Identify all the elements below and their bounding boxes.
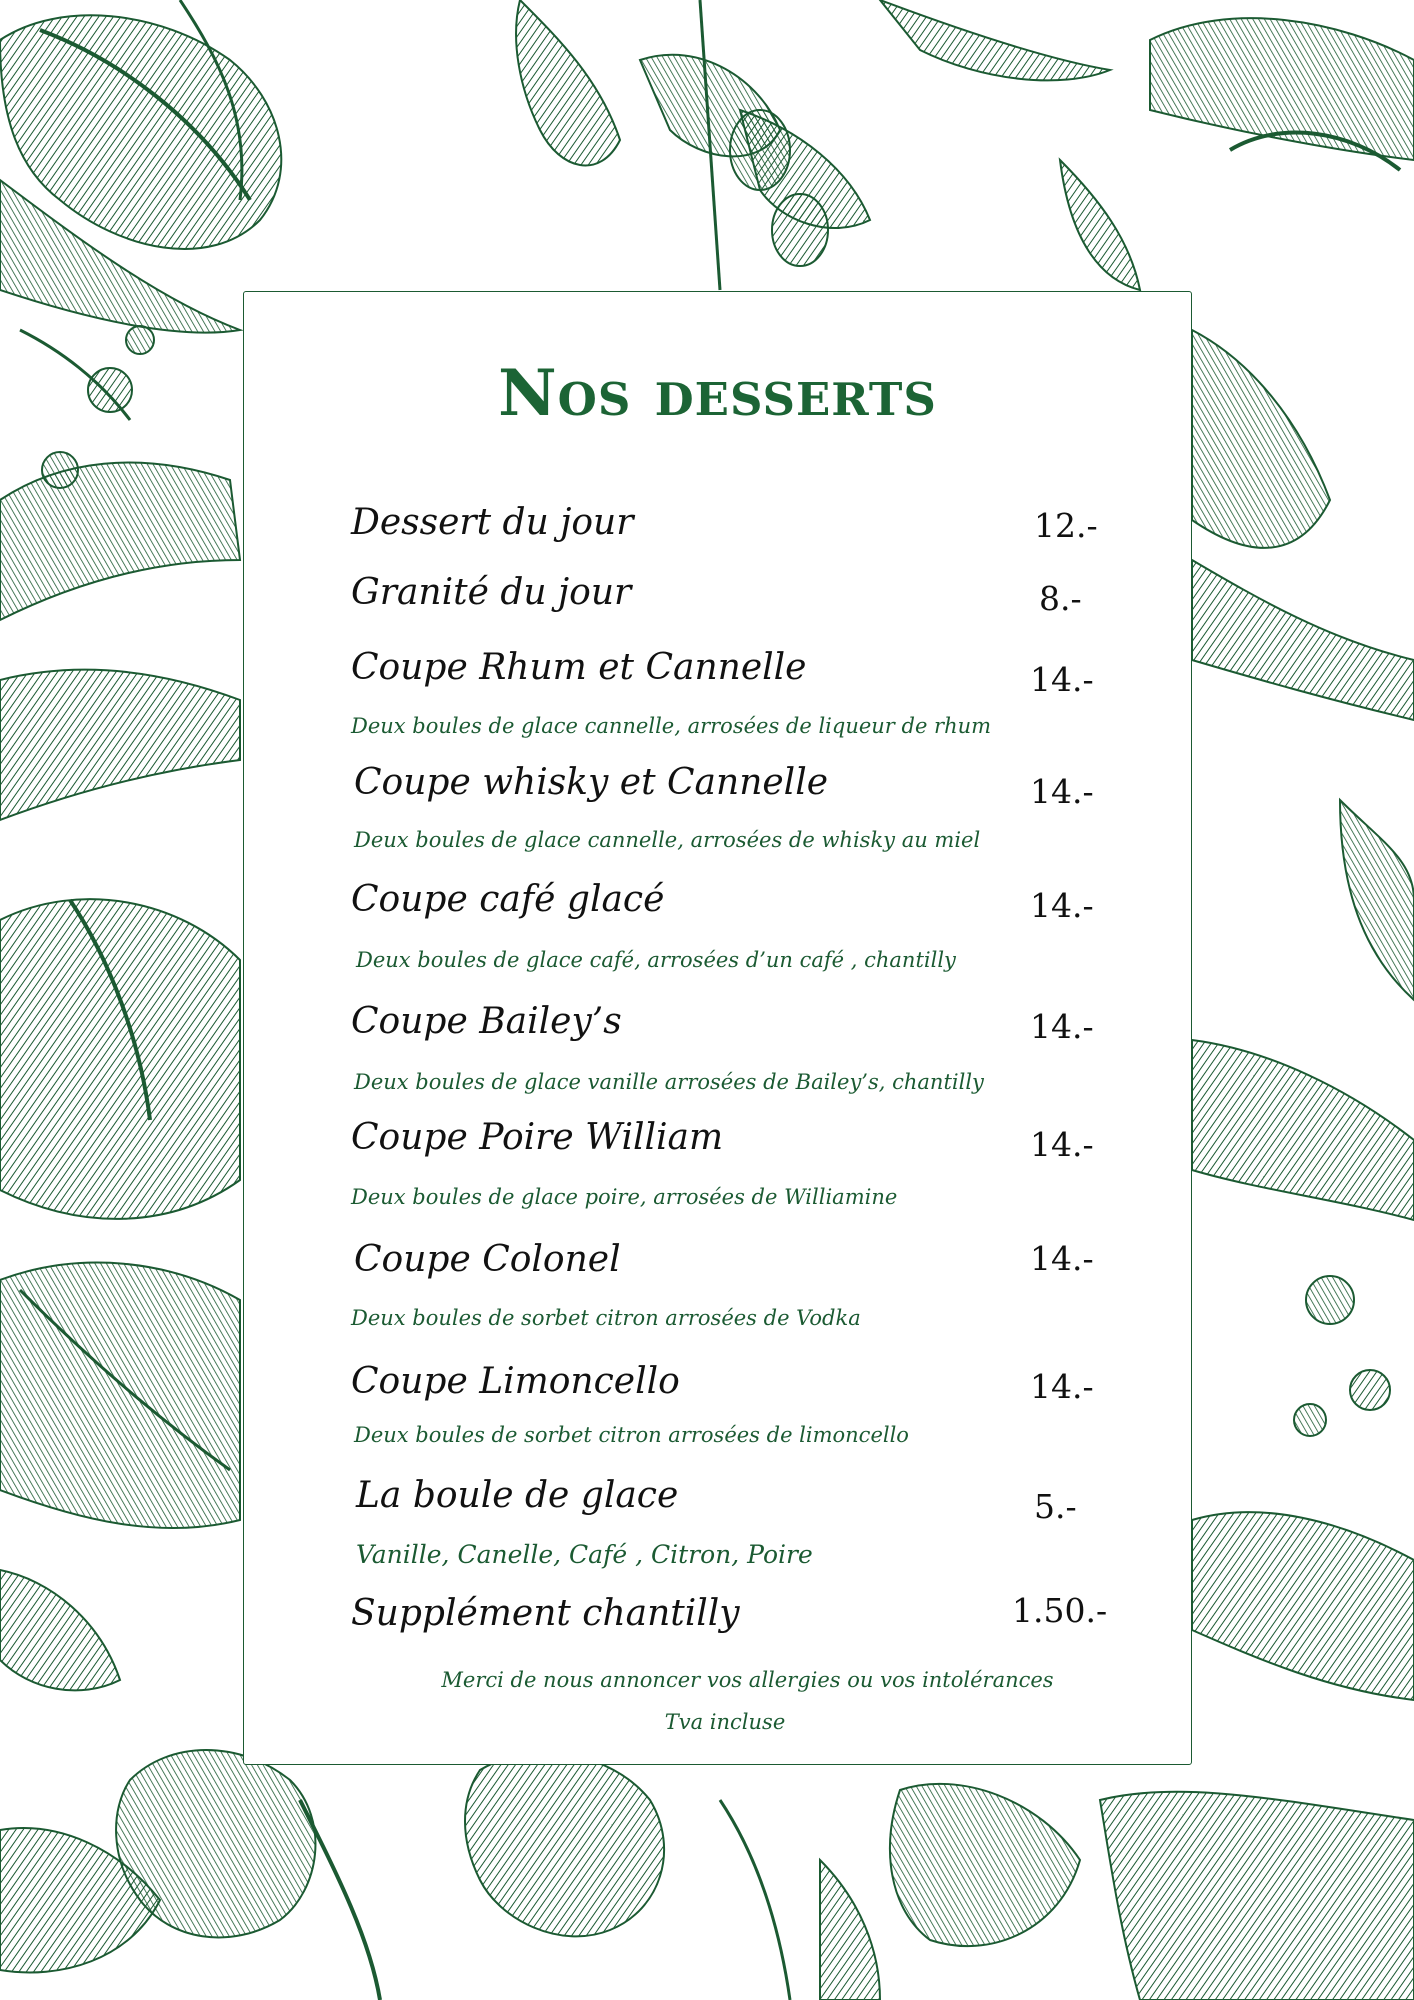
item-name: Coupe Poire William — [351, 1117, 724, 1158]
item-description: Deux boules de glace cannelle, arrosées de whisky au miel — [354, 828, 981, 852]
tax-note: Tva incluse — [664, 1710, 786, 1734]
item-price: 1.50.- — [1012, 1591, 1108, 1630]
item-price: 14.- — [1030, 1007, 1094, 1046]
item-name: Granité du jour — [351, 572, 632, 613]
allergy-note: Merci de nous annoncer vos allergies ou vos intolérances — [441, 1668, 1054, 1692]
item-name: Coupe café glacé — [351, 879, 665, 920]
item-name: Coupe whisky et Cannelle — [354, 762, 829, 803]
item-description: Vanille, Canelle, Café , Citron, Poire — [356, 1540, 813, 1569]
item-description: Deux boules de sorbet citron arrosées de limoncello — [354, 1423, 909, 1447]
item-price: 14.- — [1030, 660, 1094, 699]
item-price: 14.- — [1030, 772, 1094, 811]
item-name: Coupe Rhum et Cannelle — [351, 647, 807, 688]
item-price: 14.- — [1030, 886, 1094, 925]
item-name: Dessert du jour — [351, 502, 634, 543]
item-description: Deux boules de glace cannelle, arrosées de liqueur de rhum — [351, 714, 992, 738]
item-price: 12.- — [1034, 506, 1098, 545]
menu-title: Nos desserts — [498, 356, 937, 431]
item-name: Coupe Colonel — [354, 1239, 621, 1280]
item-name: Supplément chantilly — [351, 1593, 740, 1634]
item-price: 14.- — [1030, 1367, 1094, 1406]
menu-card — [243, 291, 1192, 1765]
item-price: 14.- — [1030, 1239, 1094, 1278]
item-price: 5.- — [1034, 1487, 1077, 1526]
item-name: La boule de glace — [356, 1475, 679, 1516]
item-description: Deux boules de glace café, arrosées d’un café , chantilly — [356, 948, 956, 972]
item-description: Deux boules de glace vanille arrosées de Bailey’s, chantilly — [354, 1070, 984, 1094]
item-description: Deux boules de glace poire, arrosées de Williamine — [351, 1185, 898, 1209]
item-price: 14.- — [1030, 1125, 1094, 1164]
item-name: Coupe Limoncello — [351, 1361, 680, 1402]
item-name: Coupe Bailey’s — [351, 1001, 622, 1042]
item-description: Deux boules de sorbet citron arrosées de Vodka — [351, 1306, 861, 1330]
item-price: 8.- — [1039, 579, 1082, 618]
